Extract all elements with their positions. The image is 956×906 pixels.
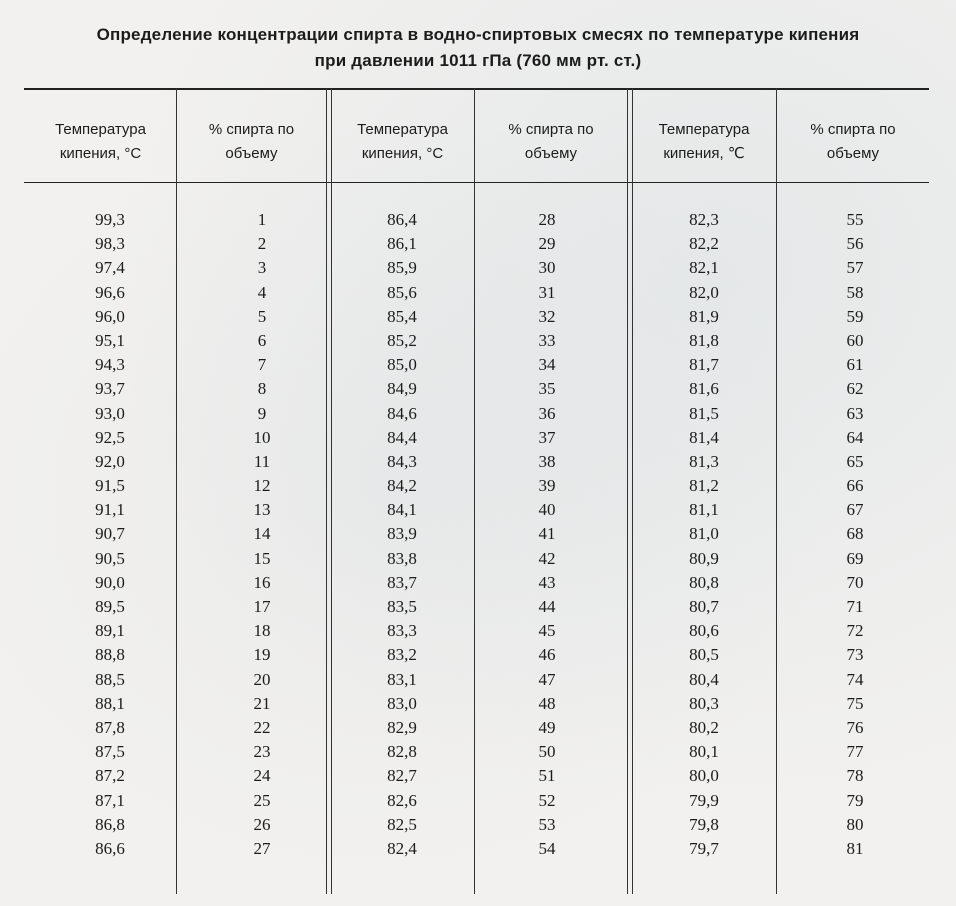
- percent-cell: 62: [846, 379, 864, 399]
- temperature-cell: 84,6: [387, 403, 417, 423]
- temperature-cell: 84,3: [387, 451, 417, 471]
- percent-cell: 9: [257, 403, 267, 423]
- temperature-cell: 80,5: [689, 645, 719, 665]
- temperature-cell: 83,0: [387, 693, 417, 713]
- percent-cell: 6: [257, 330, 267, 350]
- percent-cell: 46: [538, 645, 556, 665]
- temperature-cell: 82,5: [387, 814, 417, 834]
- temperature-cell: 79,9: [689, 790, 719, 810]
- percent-cell: 26: [253, 814, 271, 834]
- title-line-2: при давлении 1011 гПа (760 мм рт. ст.): [314, 51, 642, 70]
- temperature-cell: 83,7: [387, 572, 417, 592]
- percent-cell: 36: [538, 403, 556, 423]
- percent-cell: 22: [253, 717, 271, 737]
- temperature-cell: 83,3: [387, 621, 417, 641]
- percent-cell: 7: [257, 355, 267, 375]
- percent-cell: 8: [257, 379, 267, 399]
- percent-column-1: [222, 208, 302, 861]
- percent-cell: 41: [538, 524, 556, 544]
- percent-cell: 40: [538, 500, 556, 520]
- percent-cell: 32: [538, 306, 556, 326]
- percent-cell: 77: [846, 742, 864, 762]
- header-temperature-2: Температура кипения, °С: [357, 121, 448, 162]
- temperature-cell: 86,8: [95, 814, 125, 834]
- percent-cell: 60: [846, 330, 864, 350]
- header-percent-3: % спирта по объему: [810, 121, 896, 162]
- percent-cell: 81: [846, 838, 864, 858]
- temperature-cell: 81,0: [689, 524, 719, 544]
- temperature-cell: 82,8: [387, 742, 417, 762]
- temperature-cell: 80,0: [689, 766, 719, 786]
- percent-cell: 23: [253, 742, 271, 762]
- percent-cell: 54: [538, 838, 556, 858]
- percent-cell: 65: [846, 451, 864, 471]
- percent-cell: 28: [538, 210, 556, 229]
- percent-cell: 19: [253, 645, 271, 665]
- temperature-cell: 79,8: [689, 814, 719, 834]
- percent-cell: 66: [846, 476, 864, 496]
- header-temperature-1: Температура кипения, °С: [55, 121, 146, 162]
- temperature-cell: 82,0: [689, 282, 719, 302]
- percent-cell: 21: [253, 693, 271, 713]
- percent-cell: 35: [538, 379, 556, 399]
- temperature-cell: 96,6: [95, 282, 125, 302]
- percent-cell: 34: [538, 355, 556, 375]
- percent-cell: 12: [253, 476, 271, 496]
- percent-cell: 45: [538, 621, 556, 641]
- percent-cell: 38: [538, 451, 556, 471]
- temperature-cell: 89,1: [95, 621, 125, 641]
- percent-cell: 61: [846, 355, 864, 375]
- percent-cell: 80: [846, 814, 864, 834]
- temperature-cell: 94,3: [95, 355, 125, 375]
- column-divider: [176, 88, 177, 894]
- percent-cell: 2: [257, 234, 267, 254]
- percent-cell: 11: [253, 451, 271, 471]
- column-divider: [474, 88, 475, 894]
- temperature-cell: 85,6: [387, 282, 417, 302]
- percent-cell: 43: [538, 572, 556, 592]
- column-divider: [331, 88, 332, 894]
- temperature-cell: 90,0: [95, 572, 125, 592]
- temperature-column-2: [362, 208, 442, 861]
- temperature-cell: 95,1: [95, 330, 125, 350]
- percent-cell: 52: [538, 790, 556, 810]
- temperature-cell: 97,4: [95, 258, 125, 278]
- temperature-cell: 91,1: [95, 500, 125, 520]
- temperature-cell: 86,4: [387, 210, 417, 229]
- percent-cell: 51: [538, 766, 556, 786]
- percent-cell: 10: [253, 427, 271, 447]
- temperature-cell: 81,9: [689, 306, 719, 326]
- temperature-cell: 93,0: [95, 403, 125, 423]
- temperature-cell: 87,5: [95, 742, 125, 762]
- percent-cell: 17: [253, 597, 271, 616]
- temperature-cell: 87,1: [95, 790, 125, 810]
- percent-cell: 27: [253, 838, 271, 858]
- temperature-column-3: [664, 208, 744, 861]
- percent-cell: 55: [846, 210, 864, 229]
- percent-column-3: [815, 208, 895, 861]
- percent-cell: 53: [538, 814, 556, 834]
- title-line-1: Определение концентрации спирта в водно-спиртовых смесях по температуре кипения: [96, 25, 860, 44]
- percent-column-2: [507, 208, 587, 861]
- percent-cell: 37: [538, 427, 556, 447]
- percent-cell: 5: [257, 306, 267, 326]
- temperature-cell: 85,9: [387, 258, 417, 278]
- percent-cell: 78: [846, 766, 864, 786]
- percent-cell: 20: [253, 669, 271, 689]
- percent-cell: 75: [846, 693, 864, 713]
- percent-cell: 25: [253, 790, 271, 810]
- percent-cell: 30: [538, 258, 556, 278]
- header-percent-2: % спирта по объему: [508, 121, 594, 162]
- temperature-cell: 80,9: [689, 548, 719, 568]
- header-percent-1: % спирта по объему: [208, 121, 295, 162]
- percent-cell: 24: [253, 766, 271, 786]
- percent-cell: 56: [846, 234, 864, 254]
- header-temperature-3: Температура кипения, ℃: [658, 121, 750, 162]
- percent-cell: 14: [253, 524, 271, 544]
- temperature-cell: 82,1: [689, 258, 719, 278]
- temperature-cell: 84,1: [387, 500, 417, 520]
- percent-cell: 42: [538, 548, 556, 568]
- temperature-cell: 83,1: [387, 669, 417, 689]
- temperature-cell: 82,6: [387, 790, 417, 810]
- temperature-cell: 82,3: [689, 210, 719, 229]
- temperature-cell: 85,4: [387, 306, 417, 326]
- percent-cell: 67: [846, 500, 864, 520]
- temperature-cell: 88,8: [95, 645, 125, 665]
- temperature-cell: 96,0: [95, 306, 125, 326]
- table-header-rule: [24, 182, 929, 183]
- column-divider: [632, 88, 633, 894]
- temperature-cell: 82,7: [387, 766, 417, 786]
- temperature-cell: 84,2: [387, 476, 417, 496]
- percent-cell: 64: [846, 427, 864, 447]
- percent-cell: 76: [846, 717, 864, 737]
- temperature-cell: 82,9: [387, 717, 417, 737]
- temperature-cell: 92,0: [95, 451, 125, 471]
- percent-cell: 48: [538, 693, 556, 713]
- temperature-cell: 80,6: [689, 621, 719, 641]
- temperature-cell: 89,5: [95, 597, 125, 616]
- temperature-cell: 92,5: [95, 427, 125, 447]
- temperature-cell: 81,6: [689, 379, 719, 399]
- temperature-cell: 90,5: [95, 548, 125, 568]
- temperature-cell: 80,7: [689, 597, 719, 616]
- percent-cell: 57: [846, 258, 864, 278]
- temperature-column-1: [70, 208, 150, 861]
- table-top-rule: [24, 88, 929, 90]
- table-title: [0, 22, 956, 74]
- percent-cell: 39: [538, 476, 556, 496]
- percent-cell: 15: [253, 548, 271, 568]
- percent-cell: 59: [846, 306, 864, 326]
- temperature-cell: 81,8: [689, 330, 719, 350]
- percent-cell: 31: [538, 282, 556, 302]
- percent-cell: 74: [846, 669, 864, 689]
- temperature-cell: 86,1: [387, 234, 417, 254]
- temperature-cell: 87,2: [95, 766, 125, 786]
- temperature-cell: 80,4: [689, 669, 719, 689]
- temperature-cell: 83,5: [387, 597, 417, 616]
- temperature-cell: 83,8: [387, 548, 417, 568]
- percent-cell: 70: [846, 572, 864, 592]
- temperature-cell: 81,2: [689, 476, 719, 496]
- percent-cell: 1: [257, 210, 267, 229]
- percent-cell: 18: [253, 621, 271, 641]
- temperature-cell: 79,7: [689, 838, 719, 858]
- percent-cell: 68: [846, 524, 864, 544]
- temperature-cell: 80,3: [689, 693, 719, 713]
- percent-cell: 72: [846, 621, 864, 641]
- temperature-cell: 99,3: [95, 210, 125, 229]
- percent-cell: 3: [257, 258, 267, 278]
- percent-cell: 49: [538, 717, 556, 737]
- percent-cell: 58: [846, 282, 864, 302]
- temperature-cell: 91,5: [95, 476, 125, 496]
- temperature-cell: 87,8: [95, 717, 125, 737]
- temperature-cell: 80,1: [689, 742, 719, 762]
- temperature-cell: 80,8: [689, 572, 719, 592]
- percent-cell: 33: [538, 330, 556, 350]
- temperature-cell: 88,1: [95, 693, 125, 713]
- percent-cell: 71: [846, 597, 864, 616]
- percent-cell: 79: [846, 790, 864, 810]
- temperature-cell: 82,2: [689, 234, 719, 254]
- temperature-cell: 88,5: [95, 669, 125, 689]
- temperature-cell: 81,3: [689, 451, 719, 471]
- percent-cell: 47: [538, 669, 556, 689]
- temperature-cell: 80,2: [689, 717, 719, 737]
- percent-cell: 44: [538, 597, 556, 616]
- temperature-cell: 81,5: [689, 403, 719, 423]
- temperature-cell: 84,9: [387, 379, 417, 399]
- percent-cell: 4: [257, 282, 267, 302]
- percent-cell: 16: [253, 572, 271, 592]
- temperature-cell: 93,7: [95, 379, 125, 399]
- temperature-cell: 86,6: [95, 838, 125, 858]
- temperature-cell: 81,4: [689, 427, 719, 447]
- percent-cell: 69: [846, 548, 864, 568]
- temperature-cell: 90,7: [95, 524, 125, 544]
- temperature-cell: 98,3: [95, 234, 125, 254]
- temperature-cell: 85,2: [387, 330, 417, 350]
- percent-cell: 13: [253, 500, 271, 520]
- percent-cell: 63: [846, 403, 864, 423]
- percent-cell: 29: [538, 234, 556, 254]
- temperature-cell: 81,7: [689, 355, 719, 375]
- percent-cell: 73: [846, 645, 864, 665]
- temperature-cell: 82,4: [387, 838, 417, 858]
- column-divider: [627, 88, 628, 894]
- temperature-cell: 81,1: [689, 500, 719, 520]
- column-divider: [776, 88, 777, 894]
- temperature-cell: 85,0: [387, 355, 417, 375]
- temperature-cell: 83,2: [387, 645, 417, 665]
- column-divider: [326, 88, 327, 894]
- percent-cell: 50: [538, 742, 556, 762]
- temperature-cell: 84,4: [387, 427, 417, 447]
- temperature-cell: 83,9: [387, 524, 417, 544]
